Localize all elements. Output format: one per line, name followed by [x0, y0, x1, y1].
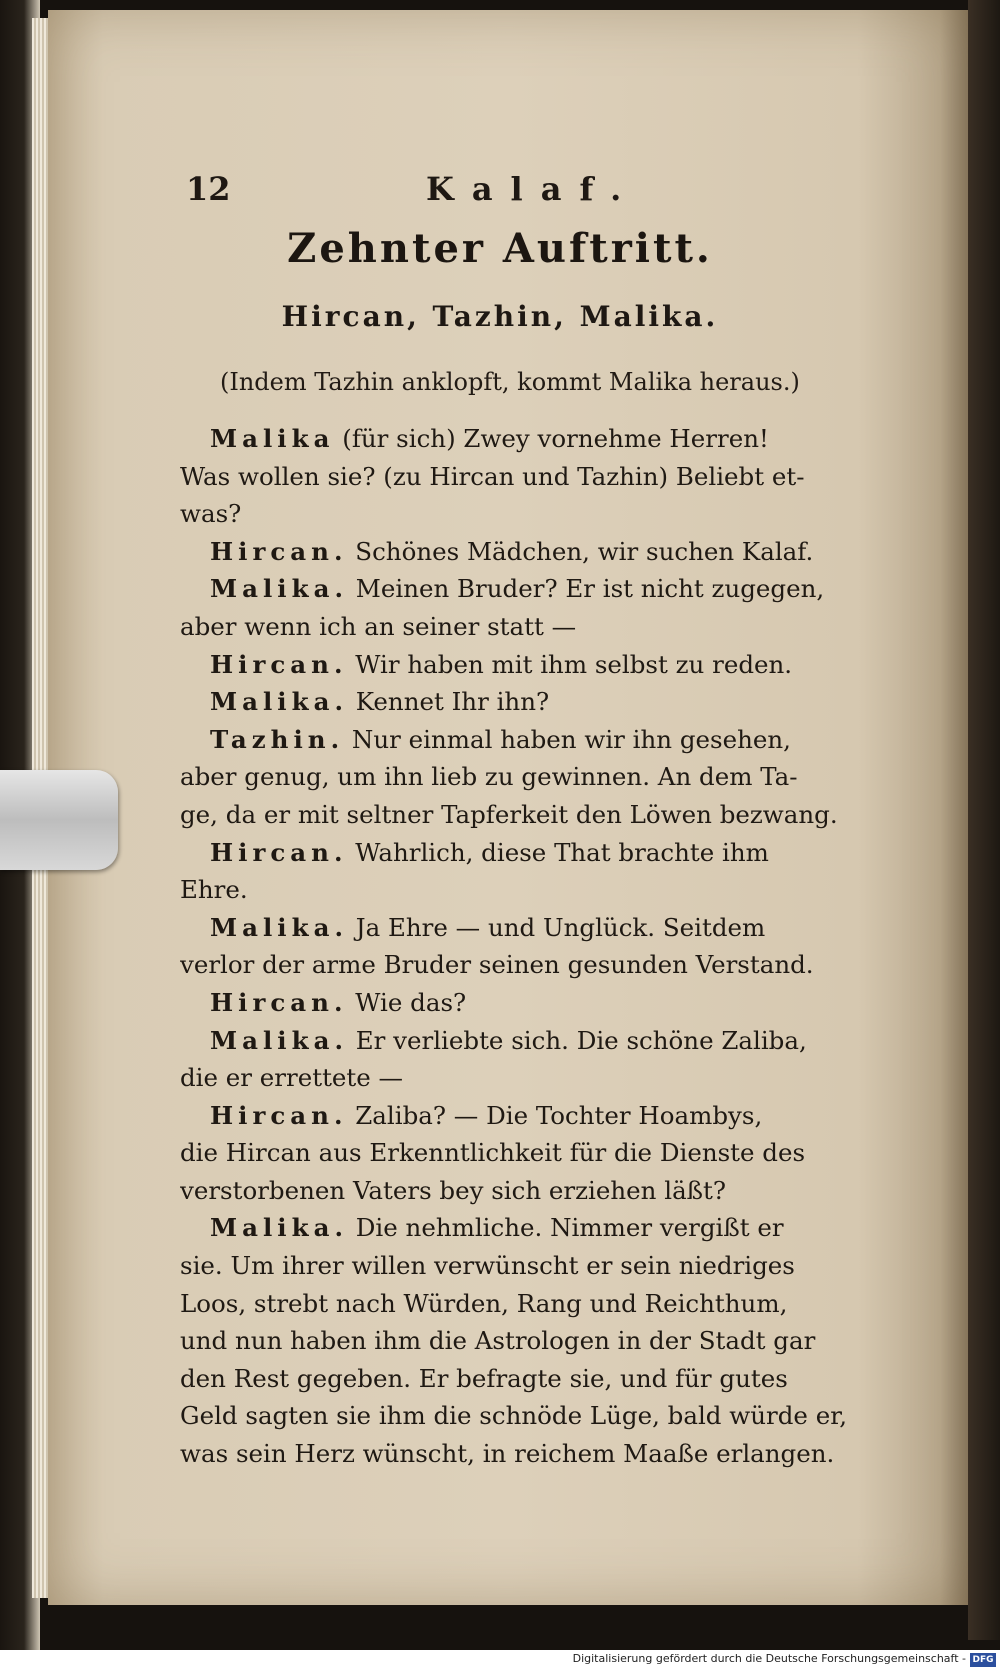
text-line [180, 1322, 855, 1360]
line-text: Wahrlich, diese That brachte ihm [347, 837, 769, 867]
page-header [186, 170, 746, 214]
line-text: Die nehmliche. Nimmer vergißt er [348, 1213, 784, 1243]
line-text: Meinen Bruder? Er ist nicht zugegen, [348, 574, 825, 604]
line-text: Wir haben mit ihm selbst zu reden. [347, 649, 793, 679]
text-line [180, 721, 855, 759]
text-line [180, 1209, 855, 1247]
text-line [180, 1360, 855, 1398]
line-text: ge, da er mit seltner Tapferkeit den Löwen bezwang. [180, 799, 838, 829]
text-line [180, 758, 855, 796]
text-line [180, 1397, 855, 1435]
line-text: verlor der arme Bruder seinen gesunden Verstand. [180, 950, 814, 980]
dfg-logo: DFG [970, 1653, 996, 1667]
text-line [180, 796, 855, 834]
line-text: sie. Um ihrer willen verwünscht er sein niedriges [180, 1251, 795, 1281]
running-head: Kalaf. [426, 170, 640, 208]
bookmark-tab [0, 770, 118, 870]
speaker-name: Tazhin. [210, 724, 345, 754]
text-line [180, 608, 855, 646]
speaker-name: Hircan. [210, 837, 348, 867]
line-text: die Hircan aus Erkenntlichkeit für die Dienste des [180, 1138, 806, 1168]
page-number: 12 [186, 170, 231, 208]
line-text: die er errettete — [180, 1063, 404, 1093]
speaker-name: Hircan. [210, 649, 348, 679]
line-text: was sein Herz wünscht, in reichem Maaße erlangen. [180, 1439, 835, 1469]
text-line [180, 1059, 855, 1097]
text-line [180, 1172, 855, 1210]
stage-direction: (Indem Tazhin anklopft, kommt Malika heraus.) [220, 368, 800, 396]
text-line [180, 570, 855, 608]
footer-bar [0, 1650, 1000, 1670]
speaker-name: Malika. [210, 1213, 348, 1243]
text-line [180, 984, 855, 1022]
speaker-name: Hircan. [210, 536, 348, 566]
text-line [180, 909, 855, 947]
text-line [180, 1435, 855, 1473]
dialogue-text [180, 420, 855, 1473]
line-text: Geld sagten sie ihm die schnöde Lüge, bald würde er, [180, 1401, 848, 1431]
line-text: Kennet Ihr ihn? [348, 687, 550, 717]
line-text: Wie das? [347, 987, 467, 1017]
line-text: Zaliba? — Die Tochter Hoambys, [347, 1100, 763, 1130]
speaker-name: Hircan. [210, 987, 348, 1017]
speaker-name: Malika. [210, 687, 348, 717]
speaker-name: Malika. [210, 574, 348, 604]
line-text: und nun haben ihm die Astrologen in der Stadt gar [180, 1326, 816, 1356]
speaker-name: Malika. [210, 1025, 348, 1055]
line-text: (für sich) Zwey vornehme Herren! [334, 424, 769, 453]
line-text: verstorbenen Vaters bey sich erziehen läßt? [180, 1175, 727, 1205]
line-text: Loos, strebt nach Würden, Rang und Reichthum, [180, 1288, 788, 1318]
text-line [180, 420, 855, 458]
line-text: Er verliebte sich. Die schöne Zaliba, [348, 1025, 807, 1055]
scene-title: Zehnter Auftritt. [287, 225, 713, 272]
line-text: den Rest gegeben. Er befragte sie, und für gutes [180, 1363, 788, 1393]
text-line [180, 834, 855, 872]
line-text: Ja Ehre — und Unglück. Seitdem [348, 912, 766, 942]
text-line [180, 1134, 855, 1172]
text-line [180, 1097, 855, 1135]
text-line [180, 1285, 855, 1323]
text-line [180, 946, 855, 984]
text-line [180, 533, 855, 571]
text-line [180, 871, 855, 909]
funding-notice: Digitalisierung gefördert durch die Deutsche Forschungsgemeinschaft - [572, 1652, 966, 1665]
line-text: Nur einmal haben wir ihn gesehen, [344, 724, 791, 754]
speaker-name: Hircan. [210, 1100, 348, 1130]
line-text: Was wollen sie? (zu Hircan und Tazhin) Beliebt et- [180, 461, 805, 491]
text-line [180, 646, 855, 684]
line-text: was? [180, 499, 242, 529]
text-line [180, 1247, 855, 1285]
line-text: Ehre. [180, 875, 248, 905]
text-line [180, 458, 855, 496]
speaker-name: Malika [210, 424, 335, 453]
line-text: Schönes Mädchen, wir suchen Kalaf. [347, 536, 814, 566]
text-line [180, 495, 855, 533]
line-text: aber wenn ich an seiner statt — [180, 611, 577, 641]
text-line [180, 1022, 855, 1060]
book-binding-right [968, 0, 1000, 1640]
speaker-name: Malika. [210, 912, 348, 942]
character-list: Hircan, Tazhin, Malika. [281, 300, 719, 333]
line-text: aber genug, um ihn lieb zu gewinnen. An dem Ta- [180, 762, 798, 792]
text-line [180, 683, 855, 721]
